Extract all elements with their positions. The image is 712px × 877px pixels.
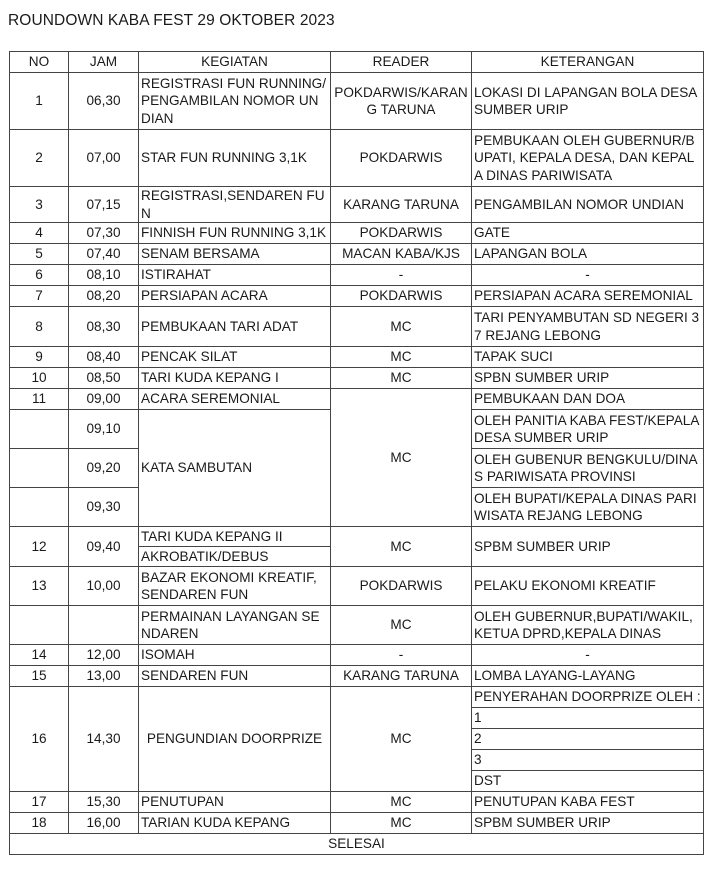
cell-keterangan: OLEH BUPATI/KEPALA DINAS PARIWISATA REJANG LEBONG xyxy=(472,488,704,527)
cell-keterangan: 3 xyxy=(472,750,704,771)
cell-keterangan: SPBM SUMBER URIP xyxy=(472,813,704,834)
cell-keterangan: OLEH PANITIA KABA FEST/KEPALA DESA SUMBER URIP xyxy=(472,410,704,449)
cell-no xyxy=(10,606,69,645)
cell-no: 16 xyxy=(10,687,69,792)
cell-no xyxy=(10,488,69,527)
cell-keterangan: - xyxy=(472,265,704,286)
header-jam: JAM xyxy=(69,52,139,73)
cell-kegiatan: REGISTRASI FUN RUNNING/PENGAMBILAN NOMOR UNDIAN xyxy=(139,73,331,130)
cell-reader: MC xyxy=(331,368,472,389)
cell-kegiatan: BAZAR EKONOMI KREATIF, SENDAREN FUN xyxy=(139,567,331,606)
cell-reader: POKDARWIS/KARANG TARUNA xyxy=(331,73,472,130)
cell-kegiatan: TARI KUDA KEPANG I xyxy=(139,368,331,389)
table-row xyxy=(10,244,704,265)
cell-no: 11 xyxy=(10,389,69,410)
cell-kegiatan: PERSIAPAN ACARA xyxy=(139,286,331,307)
cell-jam: 08,50 xyxy=(69,368,139,389)
table-row xyxy=(10,223,704,244)
cell-no: 17 xyxy=(10,792,69,813)
cell-kegiatan: KATA SAMBUTAN xyxy=(139,410,331,527)
cell-keterangan: SPBN SUMBER URIP xyxy=(472,368,704,389)
table-row xyxy=(10,666,704,687)
cell-reader: POKDARWIS xyxy=(331,130,472,187)
cell-reader: MACAN KABA/KJS xyxy=(331,244,472,265)
cell-no: 3 xyxy=(10,187,69,223)
footer-selesai: SELESAI xyxy=(10,834,704,855)
cell-keterangan: PEMBUKAAN OLEH GUBERNUR/BUPATI, KEPALA DESA, DAN KEPALA DINAS PARIWISATA xyxy=(472,130,704,187)
cell-keterangan: GATE xyxy=(472,223,704,244)
cell-kegiatan: ISOMAH xyxy=(139,645,331,666)
cell-keterangan: SPBM SUMBER URIP xyxy=(472,527,704,567)
cell-kegiatan: PENGUNDIAN DOORPRIZE xyxy=(139,687,331,792)
cell-no: 1 xyxy=(10,73,69,130)
cell-reader: MC xyxy=(331,347,472,368)
cell-kegiatan: SENAM BERSAMA xyxy=(139,244,331,265)
cell-kegiatan: PENUTUPAN xyxy=(139,792,331,813)
cell-reader: - xyxy=(331,645,472,666)
table-row xyxy=(10,307,704,347)
cell-no: 9 xyxy=(10,347,69,368)
cell-reader: MC xyxy=(331,813,472,834)
cell-jam: 12,00 xyxy=(69,645,139,666)
cell-reader: POKDARWIS xyxy=(331,286,472,307)
cell-keterangan: OLEH GUBERNUR,BUPATI/WAKIL,KETUA DPRD,KEPALA DINAS xyxy=(472,606,704,645)
cell-keterangan: PEMBUKAAN DAN DOA xyxy=(472,389,704,410)
header-reader: READER xyxy=(331,52,472,73)
header-no: NO xyxy=(10,52,69,73)
cell-keterangan: PENUTUPAN KABA FEST xyxy=(472,792,704,813)
cell-jam: 07,00 xyxy=(69,130,139,187)
cell-no: 18 xyxy=(10,813,69,834)
cell-keterangan: PERSIAPAN ACARA SEREMONIAL xyxy=(472,286,704,307)
cell-no: 8 xyxy=(10,307,69,347)
cell-reader: MC xyxy=(331,389,472,527)
cell-keterangan: TARI PENYAMBUTAN SD NEGERI 37 REJANG LEBONG xyxy=(472,307,704,347)
cell-reader: KARANG TARUNA xyxy=(331,187,472,223)
cell-keterangan: LAPANGAN BOLA xyxy=(472,244,704,265)
cell-reader: POKDARWIS xyxy=(331,223,472,244)
cell-keterangan: LOMBA LAYANG-LAYANG xyxy=(472,666,704,687)
cell-jam: 14,30 xyxy=(69,687,139,792)
cell-kegiatan: ISTIRAHAT xyxy=(139,265,331,286)
header-keterangan: KETERANGAN xyxy=(472,52,704,73)
cell-jam: 10,00 xyxy=(69,567,139,606)
cell-keterangan: 1 xyxy=(472,708,704,729)
cell-kegiatan: FINNISH FUN RUNNING 3,1K xyxy=(139,223,331,244)
table-row xyxy=(10,687,704,708)
cell-jam: 09,40 xyxy=(69,527,139,567)
cell-keterangan: PENYERAHAN DOORPRIZE OLEH : xyxy=(472,687,704,708)
cell-jam: 08,20 xyxy=(69,286,139,307)
cell-no: 15 xyxy=(10,666,69,687)
cell-jam: 09,10 xyxy=(69,410,139,449)
cell-kegiatan: SENDAREN FUN xyxy=(139,666,331,687)
cell-jam: 08,10 xyxy=(69,265,139,286)
cell-jam: 09,00 xyxy=(69,389,139,410)
cell-no: 5 xyxy=(10,244,69,265)
cell-reader: MC xyxy=(331,307,472,347)
cell-jam: 13,00 xyxy=(69,666,139,687)
cell-kegiatan: PERMAINAN LAYANGAN SENDAREN xyxy=(139,606,331,645)
cell-keterangan: LOKASI DI LAPANGAN BOLA DESA SUMBER URIP xyxy=(472,73,704,130)
cell-kegiatan: PENCAK SILAT xyxy=(139,347,331,368)
table-footer-row xyxy=(10,834,704,855)
rundown-table xyxy=(9,51,704,855)
table-row xyxy=(10,286,704,307)
table-row xyxy=(10,187,704,223)
page-title: ROUNDOWN KABA FEST 29 OKTOBER 2023 xyxy=(8,12,335,29)
cell-no: 2 xyxy=(10,130,69,187)
cell-kegiatan: REGISTRASI,SENDAREN FUN xyxy=(139,187,331,223)
table-header-row xyxy=(10,52,704,73)
table-row xyxy=(10,73,704,130)
cell-reader: MC xyxy=(331,687,472,792)
cell-kegiatan: STAR FUN RUNNING 3,1K xyxy=(139,130,331,187)
table-row xyxy=(10,606,704,645)
cell-kegiatan: TARIAN KUDA KEPANG xyxy=(139,813,331,834)
cell-jam: 15,30 xyxy=(69,792,139,813)
cell-no: 13 xyxy=(10,567,69,606)
cell-keterangan: - xyxy=(472,645,704,666)
cell-no: 12 xyxy=(10,527,69,567)
table-row xyxy=(10,368,704,389)
cell-keterangan: PELAKU EKONOMI KREATIF xyxy=(472,567,704,606)
table-row xyxy=(10,567,704,606)
table-row xyxy=(10,792,704,813)
cell-keterangan: 2 xyxy=(472,729,704,750)
cell-jam: 09,30 xyxy=(69,488,139,527)
table-row xyxy=(10,130,704,187)
cell-jam: 07,30 xyxy=(69,223,139,244)
table-row xyxy=(10,265,704,286)
cell-kegiatan: PEMBUKAAN TARI ADAT xyxy=(139,307,331,347)
cell-reader: POKDARWIS xyxy=(331,567,472,606)
table-row xyxy=(10,389,704,410)
cell-kegiatan: TARI KUDA KEPANG II xyxy=(139,527,331,547)
table-row xyxy=(10,813,704,834)
cell-no xyxy=(10,410,69,449)
cell-jam: 07,40 xyxy=(69,244,139,265)
cell-no: 10 xyxy=(10,368,69,389)
cell-keterangan: TAPAK SUCI xyxy=(472,347,704,368)
cell-no: 4 xyxy=(10,223,69,244)
cell-jam: 08,30 xyxy=(69,307,139,347)
cell-jam: 06,30 xyxy=(69,73,139,130)
cell-jam: 07,15 xyxy=(69,187,139,223)
cell-keterangan: DST xyxy=(472,771,704,792)
cell-jam: 08,40 xyxy=(69,347,139,368)
cell-jam: 09,20 xyxy=(69,449,139,488)
cell-no: 6 xyxy=(10,265,69,286)
cell-no: 7 xyxy=(10,286,69,307)
cell-reader: MC xyxy=(331,792,472,813)
cell-kegiatan: ACARA SEREMONIAL xyxy=(139,389,331,410)
cell-no xyxy=(10,449,69,488)
cell-reader: KARANG TARUNA xyxy=(331,666,472,687)
cell-kegiatan: AKROBATIK/DEBUS xyxy=(139,547,331,567)
cell-reader: MC xyxy=(331,606,472,645)
table-row xyxy=(10,347,704,368)
cell-no: 14 xyxy=(10,645,69,666)
cell-jam xyxy=(69,606,139,645)
cell-jam: 16,00 xyxy=(69,813,139,834)
cell-keterangan: OLEH GUBENUR BENGKULU/DINAS PARIWISATA PROVINSI xyxy=(472,449,704,488)
table-row xyxy=(10,527,704,547)
cell-reader: - xyxy=(331,265,472,286)
table-row xyxy=(10,645,704,666)
header-kegiatan: KEGIATAN xyxy=(139,52,331,73)
cell-reader: MC xyxy=(331,527,472,567)
cell-keterangan: PENGAMBILAN NOMOR UNDIAN xyxy=(472,187,704,223)
